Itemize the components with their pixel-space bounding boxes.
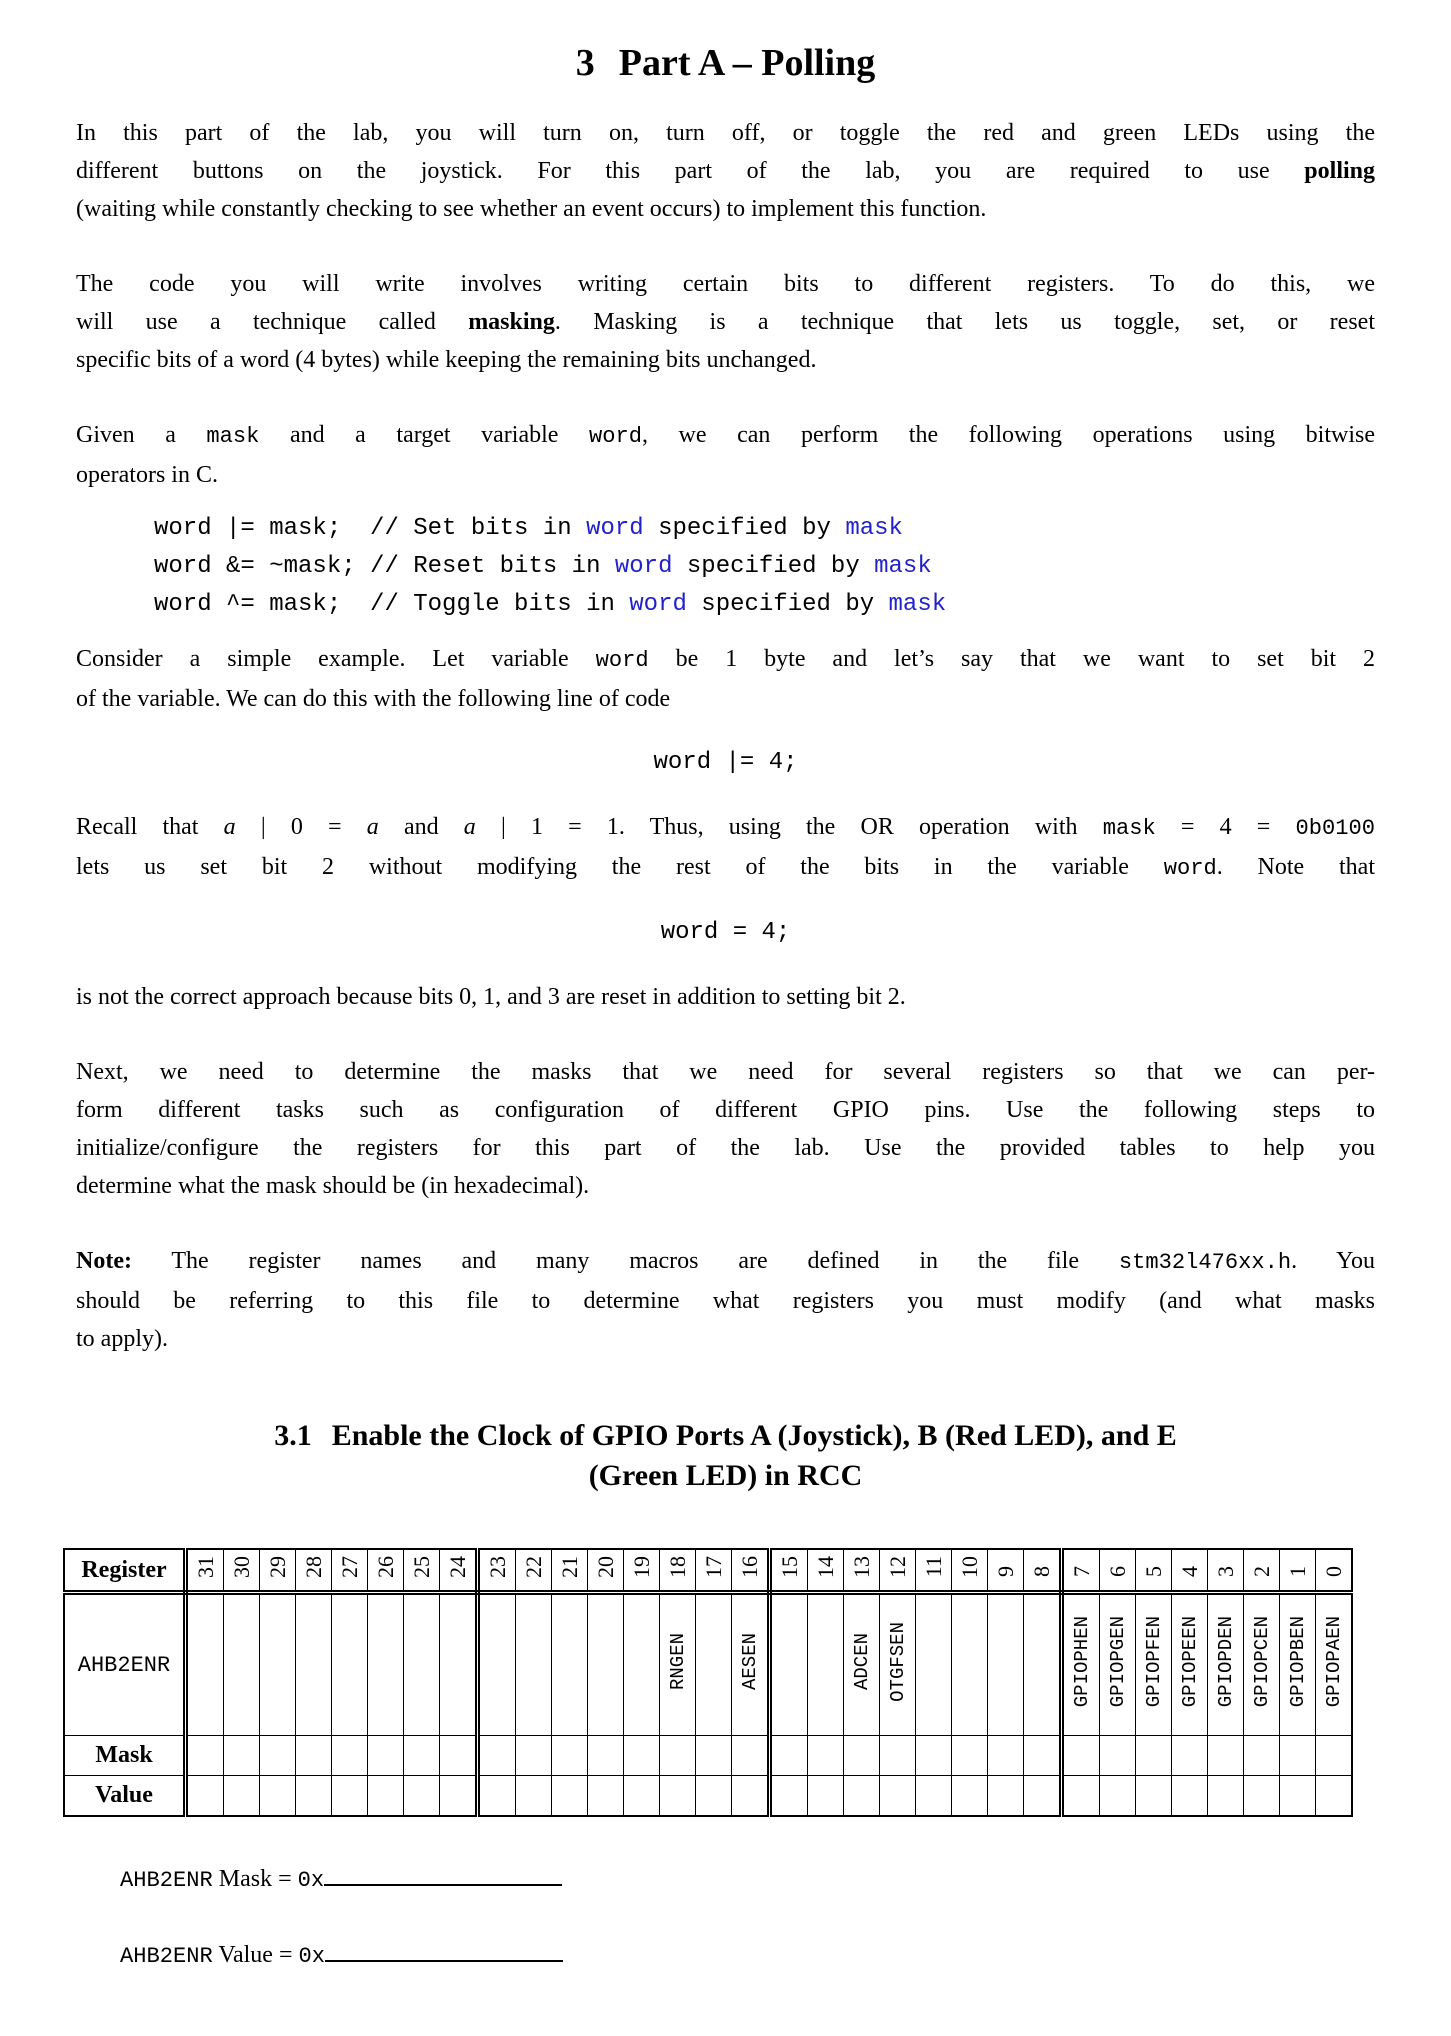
bit-6-number: 6	[1104, 1565, 1130, 1577]
mask-bit-0-cell	[1316, 1736, 1353, 1776]
mask-bit-19-cell	[624, 1736, 660, 1776]
bit-3-header	[1208, 1549, 1244, 1593]
mask-bit-14-cell	[808, 1736, 844, 1776]
ahb2enr-bit-27-cell	[332, 1593, 368, 1736]
bit-17-number: 17	[700, 1555, 726, 1578]
mask-bit-12-cell	[880, 1736, 916, 1776]
ahb2enr-bit-6-cell	[1100, 1593, 1136, 1736]
value-bit-22-cell	[516, 1776, 552, 1817]
p4-line2: of the variable. We can do this with the following line of code	[76, 686, 671, 712]
bit-13-header	[844, 1549, 880, 1593]
inline-code-word-2: word	[595, 648, 649, 673]
bit-8-header	[1024, 1549, 1062, 1593]
mask-bit-13-cell	[844, 1736, 880, 1776]
value-label: Value =	[212, 1942, 299, 1968]
math-var-a2: a	[366, 814, 379, 840]
code-set-text: word |= mask; // Set bits in	[154, 515, 587, 542]
p5-text-a: Recall that	[76, 814, 224, 840]
bit-16-header	[732, 1549, 770, 1593]
code-set-mask: mask	[845, 515, 903, 542]
value-bit-0-cell	[1316, 1776, 1353, 1817]
paragraph-incorrect	[76, 978, 1375, 1016]
bitfield-gpiophen: GPIOPHEN	[1070, 1615, 1093, 1708]
bit-28-number: 28	[300, 1555, 326, 1578]
subsection-heading-line2: (Green LED) in RCC	[588, 1459, 863, 1492]
mask-bit-15-cell	[770, 1736, 808, 1776]
paragraph-masking	[76, 265, 1375, 379]
bit-23-number: 23	[484, 1555, 510, 1578]
value-bit-12-cell	[880, 1776, 916, 1817]
bit-20-header	[588, 1549, 624, 1593]
ahb2enr-bit-9-cell	[988, 1593, 1024, 1736]
bit-24-number: 24	[444, 1555, 470, 1578]
code-toggle-word: word	[629, 591, 687, 618]
p5-text-f: lets us set bit 2 without modifying the rest of the bits in the variable	[76, 854, 1164, 880]
mask-bit-24-cell	[440, 1736, 478, 1776]
p8-text-b: . You	[1291, 1248, 1375, 1274]
ahb2enr-bit-24-cell	[440, 1593, 478, 1736]
p3-line2: operators in C.	[76, 462, 218, 488]
value-bit-20-cell	[588, 1776, 624, 1817]
value-bit-30-cell	[224, 1776, 260, 1817]
bit-27-number: 27	[336, 1555, 362, 1578]
mask-bit-18-cell	[660, 1736, 696, 1776]
inline-code-word-3: word	[1163, 856, 1217, 881]
mask-bit-7-cell	[1062, 1736, 1100, 1776]
value-row	[64, 1776, 1352, 1817]
mask-register-name: AHB2ENR	[120, 1868, 213, 1893]
value-bit-3-cell	[1208, 1776, 1244, 1817]
bit-26-header	[368, 1549, 404, 1593]
bit-15-number: 15	[776, 1555, 802, 1578]
code-reset-text: word &= ~mask; // Reset bits in	[154, 553, 615, 580]
bit-18-header	[660, 1549, 696, 1593]
mask-bit-31-cell	[186, 1736, 224, 1776]
bit-26-number: 26	[372, 1555, 398, 1578]
subsection-heading	[76, 1416, 1375, 1496]
mask-bit-23-cell	[478, 1736, 516, 1776]
value-bit-21-cell	[552, 1776, 588, 1817]
bitfield-aesen: AESEN	[738, 1632, 761, 1690]
bit-25-header	[404, 1549, 440, 1593]
bit-25-number: 25	[408, 1555, 434, 1578]
bold-masking: masking	[468, 309, 555, 335]
bit-9-number: 9	[992, 1565, 1018, 1577]
ahb2enr-bit-23-cell	[478, 1593, 516, 1736]
ahb2enr-bit-10-cell	[952, 1593, 988, 1736]
paragraph-intro	[76, 114, 1375, 228]
bit-5-number: 5	[1140, 1565, 1166, 1577]
bit-5-header	[1136, 1549, 1172, 1593]
p4-text-a: Consider a simple example. Let variable	[76, 646, 596, 672]
mask-blank-underline	[324, 1884, 562, 1886]
bit-7-header	[1062, 1549, 1100, 1593]
inline-code-word: word	[589, 424, 642, 449]
bitfield-otgfsen: OTGFSEN	[886, 1621, 909, 1702]
bitfield-gpiopben: GPIOPBEN	[1286, 1615, 1309, 1708]
bit-11-header	[916, 1549, 952, 1593]
bit-0-number: 0	[1320, 1565, 1346, 1577]
bit-11-number: 11	[920, 1555, 946, 1578]
bit-22-header	[516, 1549, 552, 1593]
bit-14-header	[808, 1549, 844, 1593]
value-bit-29-cell	[260, 1776, 296, 1817]
bit-19-header	[624, 1549, 660, 1593]
bit-29-number: 29	[264, 1555, 290, 1578]
ahb2enr-bit-21-cell	[552, 1593, 588, 1736]
p3-text-b: and a target variable	[259, 422, 589, 448]
bit-21-header	[552, 1549, 588, 1593]
ahb2enr-row-label: AHB2ENR	[64, 1593, 186, 1736]
p7-line2: form different tasks such as configuration of different GPIO pins. Use the following steps to	[76, 1097, 1375, 1123]
bit-31-header	[186, 1549, 224, 1593]
mask-row	[64, 1736, 1352, 1776]
p8-line3: to apply).	[76, 1326, 168, 1352]
ahb2enr-bit-0-cell	[1316, 1593, 1353, 1736]
ahb2enr-row	[64, 1593, 1352, 1736]
bit-2-number: 2	[1248, 1565, 1274, 1577]
p3-line1	[76, 416, 1375, 456]
value-bit-4-cell	[1172, 1776, 1208, 1817]
bit-20-number: 20	[592, 1555, 618, 1578]
value-bit-7-cell	[1062, 1776, 1100, 1817]
value-bit-17-cell	[696, 1776, 732, 1817]
ahb2enr-bit-14-cell	[808, 1593, 844, 1736]
paragraph-given-mask	[76, 416, 1375, 494]
subsection-heading-text1: Enable the Clock of GPIO Ports A (Joystick), B (Red LED), and E	[331, 1419, 1177, 1452]
mask-bit-28-cell	[296, 1736, 332, 1776]
p5-line1	[76, 808, 1375, 848]
p1-line1: In this part of the lab, you will turn on, turn off, or toggle the red and green LEDs using the	[76, 120, 1375, 146]
value-bit-6-cell	[1100, 1776, 1136, 1817]
ahb2enr-bit-3-cell	[1208, 1593, 1244, 1736]
mask-label: Mask =	[212, 1866, 298, 1892]
bit-17-header	[696, 1549, 732, 1593]
bitfield-adcen: ADCEN	[850, 1632, 873, 1690]
ahb2enr-bit-2-cell	[1244, 1593, 1280, 1736]
bit-13-number: 13	[848, 1555, 874, 1578]
paragraph-example	[76, 640, 1375, 718]
bitfield-gpiopeen: GPIOPEEN	[1178, 1615, 1201, 1708]
ahb2enr-bit-12-cell	[880, 1593, 916, 1736]
bit-29-header	[260, 1549, 296, 1593]
p1-line3: (waiting while constantly checking to see whether an event occurs) to implement this function.	[76, 196, 987, 222]
mask-bit-20-cell	[588, 1736, 624, 1776]
bitfield-gpiopfen: GPIOPFEN	[1142, 1615, 1165, 1708]
value-bit-9-cell	[988, 1776, 1024, 1817]
mask-bit-16-cell	[732, 1736, 770, 1776]
register-table	[63, 1548, 1353, 1817]
mask-bit-30-cell	[224, 1736, 260, 1776]
value-bit-25-cell	[404, 1776, 440, 1817]
ahb2enr-bit-16-cell	[732, 1593, 770, 1736]
p5-text-b: | 0 =	[235, 814, 367, 840]
math-var-a1: a	[223, 814, 236, 840]
p2-line3: specific bits of a word (4 bytes) while keeping the remaining bits unchanged.	[76, 347, 817, 373]
math-var-a3: a	[463, 814, 476, 840]
bit-10-number: 10	[956, 1555, 982, 1578]
value-bit-28-cell	[296, 1776, 332, 1817]
value-bit-1-cell	[1280, 1776, 1316, 1817]
bit-8-number: 8	[1028, 1565, 1054, 1577]
p6-line1: is not the correct approach because bits 0, 1, and 3 are reset in addition to setting bit 2.	[76, 984, 906, 1010]
code-toggle-mask: mask	[888, 591, 947, 618]
ahb2enr-bit-29-cell	[260, 1593, 296, 1736]
code-line-set	[154, 510, 1375, 548]
mask-bit-21-cell	[552, 1736, 588, 1776]
p2-line1: The code you will write involves writing certain bits to different registers. To do this, we	[76, 271, 1375, 297]
code-set-word: word	[586, 515, 644, 542]
ahb2enr-bit-19-cell	[624, 1593, 660, 1736]
p1-line2-text: different buttons on the joystick. For this part of the lab, you are required to use	[76, 158, 1305, 184]
mask-row-label: Mask	[64, 1736, 186, 1776]
bit-12-header	[880, 1549, 916, 1593]
mask-bit-3-cell	[1208, 1736, 1244, 1776]
mask-bit-8-cell	[1024, 1736, 1062, 1776]
value-bit-27-cell	[332, 1776, 368, 1817]
mask-bit-22-cell	[516, 1736, 552, 1776]
bit-1-header	[1280, 1549, 1316, 1593]
bit-18-number: 18	[664, 1555, 690, 1578]
bit-27-header	[332, 1549, 368, 1593]
paragraph-next-steps	[76, 1053, 1375, 1205]
bit-15-header	[770, 1549, 808, 1593]
value-hex-prefix: 0x	[298, 1944, 325, 1969]
section-heading	[76, 0, 1375, 86]
bit-header-row	[64, 1549, 1352, 1593]
ahb2enr-bit-11-cell	[916, 1593, 952, 1736]
value-blank-underline	[325, 1960, 563, 1962]
value-bit-8-cell	[1024, 1776, 1062, 1817]
ahb2enr-bit-1-cell	[1280, 1593, 1316, 1736]
code-line-reset	[154, 548, 1375, 586]
code-reset-word: word	[614, 553, 673, 580]
code-reset-text-b: specified by	[672, 553, 875, 580]
p3-text-c: , we can perform the following operations using bitwise	[642, 422, 1375, 448]
value-bit-15-cell	[770, 1776, 808, 1817]
mask-hex-prefix: 0x	[297, 1868, 325, 1893]
p7-line1: Next, we need to determine the masks that we need for several registers so that we can per-	[76, 1059, 1375, 1085]
value-bit-31-cell	[186, 1776, 224, 1817]
ahb2enr-bit-30-cell	[224, 1593, 260, 1736]
value-register-name: AHB2ENR	[120, 1944, 213, 1969]
code-reset-mask: mask	[874, 553, 932, 580]
bit-31-number: 31	[192, 1555, 218, 1578]
mask-bit-4-cell	[1172, 1736, 1208, 1776]
bit-24-header	[440, 1549, 478, 1593]
value-bit-24-cell	[440, 1776, 478, 1817]
ahb2enr-bit-13-cell	[844, 1593, 880, 1736]
code-set-text-b: specified by	[643, 515, 846, 542]
value-bit-23-cell	[478, 1776, 516, 1817]
code-line-toggle	[154, 586, 1375, 624]
inline-code-mask-2: mask	[1102, 816, 1156, 841]
bit-0-header	[1316, 1549, 1353, 1593]
ahb2enr-bit-18-cell	[660, 1593, 696, 1736]
bitfield-gpiopden: GPIOPDEN	[1214, 1615, 1237, 1708]
value-bit-18-cell	[660, 1776, 696, 1817]
mask-bit-6-cell	[1100, 1736, 1136, 1776]
equation-word-or-equals-4: word |= 4;	[653, 749, 798, 776]
mask-bit-1-cell	[1280, 1736, 1316, 1776]
p8-line2: should be referring to this file to determine what registers you must modify (and what masks	[76, 1288, 1375, 1314]
ahb2enr-bit-26-cell	[368, 1593, 404, 1736]
mask-bit-9-cell	[988, 1736, 1024, 1776]
mask-bit-5-cell	[1136, 1736, 1172, 1776]
p5-text-e: = 4 =	[1155, 814, 1296, 840]
p8-line1	[76, 1242, 1375, 1282]
p7-line4: determine what the mask should be (in hexadecimal).	[76, 1173, 590, 1199]
mask-bit-27-cell	[332, 1736, 368, 1776]
bit-22-number: 22	[520, 1555, 546, 1578]
bit-30-number: 30	[228, 1555, 254, 1578]
ahb2enr-bit-5-cell	[1136, 1593, 1172, 1736]
bit-7-number: 7	[1068, 1565, 1094, 1577]
code-block-bitwise-ops	[154, 510, 1375, 624]
bold-polling: polling	[1304, 158, 1375, 184]
bit-10-header	[952, 1549, 988, 1593]
value-fill-line	[120, 1935, 1375, 1977]
p3-text-a: Given a	[76, 422, 207, 448]
bit-19-number: 19	[628, 1555, 654, 1578]
mask-bit-29-cell	[260, 1736, 296, 1776]
bit-28-header	[296, 1549, 332, 1593]
p2-line2-text-a: will use a technique called	[76, 309, 469, 335]
subsection-number: 3.1	[274, 1419, 312, 1452]
bit-21-number: 21	[556, 1555, 582, 1578]
bit-23-header	[478, 1549, 516, 1593]
value-bit-2-cell	[1244, 1776, 1280, 1817]
ahb2enr-bit-31-cell	[186, 1593, 224, 1736]
bit-6-header	[1100, 1549, 1136, 1593]
ahb2enr-bit-20-cell	[588, 1593, 624, 1736]
p8-text-a: The register names and many macros are defined in the file	[131, 1248, 1119, 1274]
equation-word-equals-4: word = 4;	[660, 919, 791, 946]
ahb2enr-bit-22-cell	[516, 1593, 552, 1736]
inline-code-0b0100: 0b0100	[1295, 816, 1376, 841]
bit-3-number: 3	[1212, 1565, 1238, 1577]
bit-4-header	[1172, 1549, 1208, 1593]
value-bit-19-cell	[624, 1776, 660, 1817]
paragraph-note	[76, 1242, 1375, 1358]
mask-bit-10-cell	[952, 1736, 988, 1776]
ahb2enr-bit-17-cell	[696, 1593, 732, 1736]
bitfield-gpiopaen: GPIOPAEN	[1322, 1615, 1345, 1708]
bit-14-number: 14	[812, 1555, 838, 1578]
bit-12-number: 12	[884, 1555, 910, 1578]
p5-text-c: and	[378, 814, 464, 840]
bitfield-gpiopcen: GPIOPCEN	[1250, 1615, 1273, 1708]
value-bit-10-cell	[952, 1776, 988, 1817]
bit-16-number: 16	[736, 1555, 762, 1578]
p5-text-d: | 1 = 1. Thus, using the OR operation with	[475, 814, 1103, 840]
mask-bit-26-cell	[368, 1736, 404, 1776]
value-bit-11-cell	[916, 1776, 952, 1817]
ahb2enr-bit-7-cell	[1062, 1593, 1100, 1736]
p4-line1	[76, 640, 1375, 680]
ahb2enr-bit-8-cell	[1024, 1593, 1062, 1736]
p4-text-b: be 1 byte and let’s say that we want to set bit 2	[648, 646, 1375, 672]
p7-line3: initialize/configure the registers for this part of the lab. Use the provided tables to help you	[76, 1135, 1375, 1161]
mask-bit-17-cell	[696, 1736, 732, 1776]
ahb2enr-bit-28-cell	[296, 1593, 332, 1736]
mask-bit-25-cell	[404, 1736, 440, 1776]
bitfield-rngen: RNGEN	[666, 1632, 689, 1690]
ahb2enr-bit-15-cell	[770, 1593, 808, 1736]
ahb2enr-bit-4-cell	[1172, 1593, 1208, 1736]
subsection-heading-line1	[76, 1416, 1375, 1456]
code-toggle-text: word ^= mask; // Toggle bits in	[154, 591, 630, 618]
value-bit-14-cell	[808, 1776, 844, 1817]
bit-9-header	[988, 1549, 1024, 1593]
mask-fill-line	[120, 1859, 1375, 1901]
inline-code-mask: mask	[206, 424, 260, 449]
bit-1-number: 1	[1284, 1565, 1310, 1577]
ahb2enr-bit-25-cell	[404, 1593, 440, 1736]
section-number: 3	[575, 42, 595, 84]
bit-4-number: 4	[1176, 1565, 1202, 1577]
mask-bit-11-cell	[916, 1736, 952, 1776]
p5-line2	[76, 848, 1375, 888]
bold-note: Note:	[76, 1248, 132, 1274]
bit-2-header	[1244, 1549, 1280, 1593]
p2-line2-text-b: . Masking is a technique that lets us toggle, set, or reset	[554, 309, 1375, 335]
p2-line2	[76, 303, 1375, 341]
value-bit-16-cell	[732, 1776, 770, 1817]
value-bit-13-cell	[844, 1776, 880, 1817]
value-bit-5-cell	[1136, 1776, 1172, 1817]
value-bit-26-cell	[368, 1776, 404, 1817]
bitfield-gpiopgen: GPIOPGEN	[1106, 1615, 1129, 1708]
value-row-label: Value	[64, 1776, 186, 1817]
register-column-header: Register	[64, 1549, 186, 1593]
p5-text-g: . Note that	[1216, 854, 1376, 880]
bit-30-header	[224, 1549, 260, 1593]
code-toggle-text-b: specified by	[686, 591, 889, 618]
mask-bit-2-cell	[1244, 1736, 1280, 1776]
inline-code-header-file: stm32l476xx.h	[1118, 1250, 1292, 1275]
paragraph-recall	[76, 808, 1375, 888]
p1-line2	[76, 152, 1375, 190]
section-heading-text: Part A – Polling	[618, 42, 876, 84]
